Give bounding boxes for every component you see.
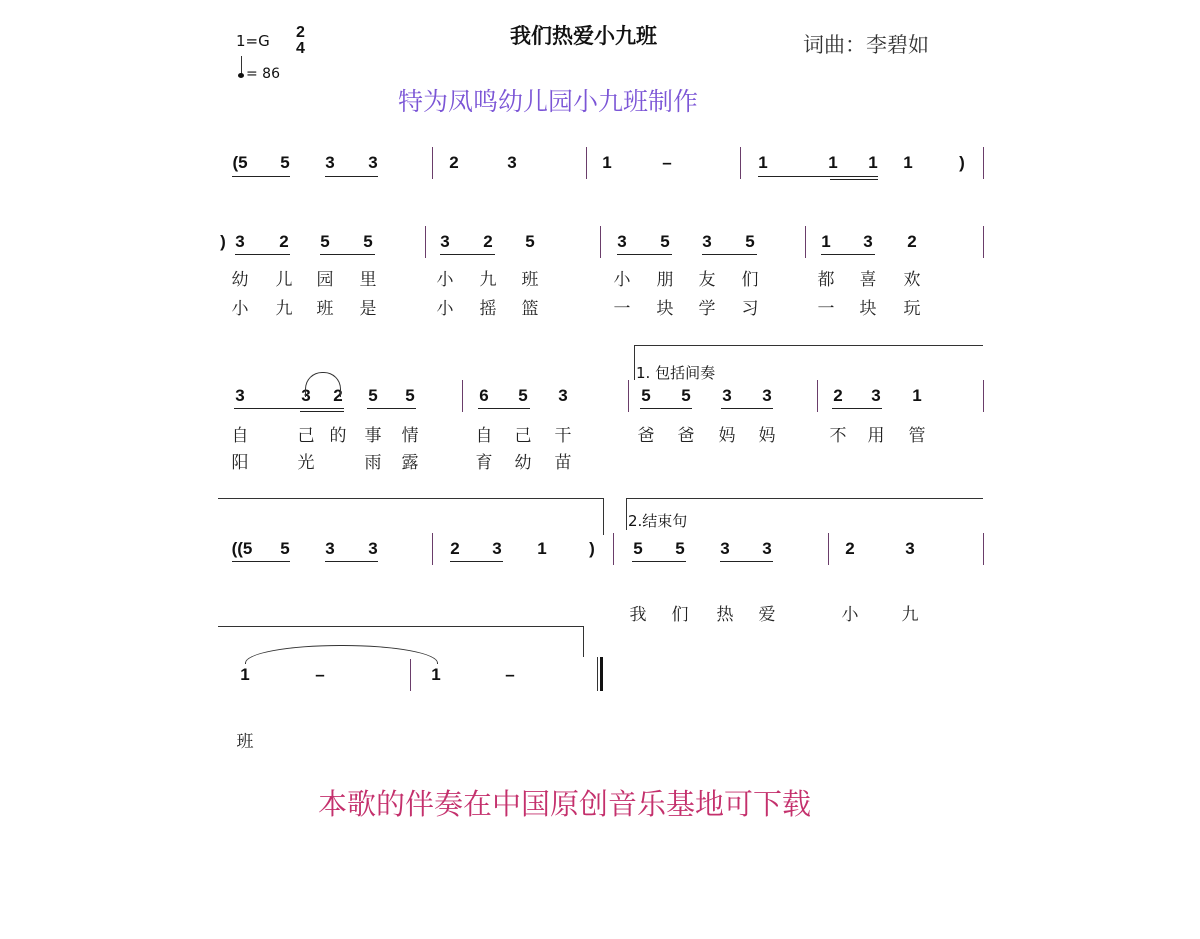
ending-bracket <box>218 626 583 627</box>
note: 1 <box>821 232 831 251</box>
lyric-verse-2: 篮 <box>521 299 539 319</box>
bar-line <box>432 147 433 179</box>
note: 3 <box>702 232 712 251</box>
lyric-verse-2: 小 <box>231 299 249 319</box>
lyric-verse-2: 幼 <box>514 453 532 473</box>
beam-underline <box>300 411 344 412</box>
note: 2 <box>483 232 493 251</box>
lyric-verse-1: 用 <box>867 426 885 446</box>
lyric-verse-2: 习 <box>741 299 759 319</box>
lyric-verse-2: 一 <box>613 299 631 319</box>
lyric-verse-2: 苗 <box>554 453 572 473</box>
note: 5 <box>675 539 685 558</box>
note: 1 <box>758 153 768 172</box>
note: 3 <box>871 386 881 405</box>
bar-line <box>740 147 741 179</box>
bar-line <box>600 226 601 258</box>
bar-line <box>586 147 587 179</box>
note: 3 <box>440 232 450 251</box>
note: 2 <box>333 386 343 405</box>
lyric-verse-2: 一 <box>817 299 835 319</box>
note: 3 <box>492 539 502 558</box>
time-signature-bottom: 4 <box>296 40 305 57</box>
beam-underline <box>325 561 378 562</box>
volta-label: 1. 包括间奏 <box>636 364 716 382</box>
composer: 词曲：李碧如 <box>803 33 929 57</box>
lyric-verse-1: 小 <box>436 270 454 290</box>
lyric-verse-2: 摇 <box>479 299 497 319</box>
note: ) <box>589 539 595 558</box>
beam-underline <box>367 408 416 409</box>
note: 1 <box>903 153 913 172</box>
lyric-verse-2: 光 <box>297 453 315 473</box>
note: 2 <box>833 386 843 405</box>
bar-line <box>983 226 984 258</box>
lyric-verse-1: 干 <box>554 426 572 446</box>
lyric-verse-1: 们 <box>671 605 689 625</box>
note: 5 <box>518 386 528 405</box>
lyric-verse-1: 爸 <box>677 426 695 446</box>
note: 2 <box>845 539 855 558</box>
lyric-verse-1: 妈 <box>718 426 736 446</box>
final-barline <box>600 657 603 691</box>
bar-line <box>462 380 463 412</box>
lyric-verse-2: 露 <box>401 453 419 473</box>
note: 5 <box>633 539 643 558</box>
volta-bracket <box>634 345 983 346</box>
lyric-verse-2: 小 <box>436 299 454 319</box>
lyric-verse-1: 己 <box>297 426 315 446</box>
final-barline <box>597 657 598 691</box>
dedication: 特为凤鸣幼儿园小九班制作 <box>398 87 699 116</box>
lyric-verse-1: 的 <box>329 426 347 446</box>
volta-bracket <box>626 498 983 499</box>
note: 1 <box>828 153 838 172</box>
note: 5 <box>405 386 415 405</box>
note: 3 <box>235 386 245 405</box>
lyric-verse-2: 是 <box>359 299 377 319</box>
note: 1 <box>537 539 547 558</box>
lyric-verse-2: 块 <box>656 299 674 319</box>
note: 5 <box>280 153 290 172</box>
note: 2 <box>907 232 917 251</box>
note: 3 <box>325 539 335 558</box>
bar-line <box>432 533 433 565</box>
note: – <box>315 665 325 684</box>
beam-underline <box>440 254 495 255</box>
bar-line <box>983 380 984 412</box>
beam-underline <box>632 561 686 562</box>
note: 3 <box>722 386 732 405</box>
quarter-note-head-icon <box>238 73 244 78</box>
note: 1 <box>912 386 922 405</box>
note: 2 <box>450 539 460 558</box>
note: 3 <box>235 232 245 251</box>
beam-underline <box>234 408 344 409</box>
note: 1 <box>868 153 878 172</box>
note: 1 <box>602 153 612 172</box>
lyric-verse-2: 玩 <box>903 299 921 319</box>
note: (5 <box>232 153 248 172</box>
note: – <box>662 153 672 172</box>
bar-line <box>628 380 629 412</box>
note: ((5 <box>231 539 253 558</box>
volta-bracket <box>634 345 635 380</box>
note: 3 <box>301 386 311 405</box>
lyric-verse-1: 里 <box>359 270 377 290</box>
lyric-verse-1: 九 <box>479 270 497 290</box>
footer-note: 本歌的伴奏在中国原创音乐基地可下载 <box>318 787 812 821</box>
beam-underline <box>232 176 290 177</box>
beam-underline <box>640 408 692 409</box>
note: 1 <box>240 665 250 684</box>
lyric-verse-1: 班 <box>521 270 539 290</box>
bar-line <box>983 533 984 565</box>
note: 3 <box>507 153 517 172</box>
note: 5 <box>681 386 691 405</box>
beam-underline <box>320 254 375 255</box>
beam-underline <box>721 408 773 409</box>
note: 5 <box>368 386 378 405</box>
note: – <box>505 665 515 684</box>
key-signature: 1=G <box>236 32 270 50</box>
lyric-verse-2: 阳 <box>231 453 249 473</box>
lyric-verse-1: 事 <box>364 426 382 446</box>
tie-icon <box>245 645 438 664</box>
volta-bracket <box>626 498 627 530</box>
bar-line <box>828 533 829 565</box>
note: 5 <box>641 386 651 405</box>
beam-underline <box>232 561 290 562</box>
lyric-verse-1: 友 <box>698 270 716 290</box>
note: 3 <box>325 153 335 172</box>
repeat-bar <box>983 147 984 177</box>
note: 3 <box>762 386 772 405</box>
beam-underline <box>720 561 773 562</box>
beam-underline <box>832 408 882 409</box>
lyric-verse-2: 班 <box>316 299 334 319</box>
lyric-verse-1: 们 <box>741 270 759 290</box>
note: ) <box>220 232 226 251</box>
tie-icon <box>305 372 341 397</box>
lyric-verse-1: 自 <box>231 426 249 446</box>
note: 3 <box>863 232 873 251</box>
beam-underline <box>758 176 878 177</box>
bar-line <box>817 380 818 412</box>
note: 3 <box>905 539 915 558</box>
tempo: = 86 <box>246 66 280 82</box>
beam-underline <box>325 176 378 177</box>
lyric-verse-1: 我 <box>629 605 647 625</box>
note: 3 <box>368 539 378 558</box>
note: 3 <box>720 539 730 558</box>
lyric-verse-1: 园 <box>316 270 334 290</box>
note: 5 <box>363 232 373 251</box>
lyric-verse-1: 妈 <box>758 426 776 446</box>
lyric-verse-1: 自 <box>475 426 493 446</box>
lyric-verse-1: 爱 <box>758 605 776 625</box>
ending-bracket <box>218 498 603 499</box>
ending-bracket <box>603 498 604 535</box>
lyric-verse-1: 小 <box>613 270 631 290</box>
beam-underline <box>821 254 875 255</box>
lyric-verse-2: 学 <box>698 299 716 319</box>
volta-label: 2.结束句 <box>628 512 688 530</box>
beam-underline <box>478 408 530 409</box>
ending-bracket <box>583 626 584 657</box>
lyric-verse-1: 幼 <box>231 270 249 290</box>
note: 5 <box>660 232 670 251</box>
lyric-verse-1: 喜 <box>859 270 877 290</box>
note: 5 <box>280 539 290 558</box>
lyric-verse-1: 朋 <box>656 270 674 290</box>
note: 5 <box>745 232 755 251</box>
lyric-verse-1: 九 <box>901 605 919 625</box>
lyric-verse-1: 不 <box>829 426 847 446</box>
note: 3 <box>368 153 378 172</box>
note: 3 <box>617 232 627 251</box>
lyric-verse-2: 育 <box>475 453 493 473</box>
lyric-verse-1: 爸 <box>637 426 655 446</box>
song-title: 我们热爱小九班 <box>510 24 657 48</box>
note: 5 <box>525 232 535 251</box>
bar-line <box>805 226 806 258</box>
lyric-verse-2: 九 <box>275 299 293 319</box>
note: 5 <box>320 232 330 251</box>
lyric-verse-2: 块 <box>859 299 877 319</box>
note: 3 <box>558 386 568 405</box>
note: 3 <box>762 539 772 558</box>
note: 6 <box>479 386 489 405</box>
beam-underline <box>702 254 757 255</box>
lyric-verse-1: 管 <box>908 426 926 446</box>
lyric-verse-1: 小 <box>841 605 859 625</box>
lyric-verse-2: 雨 <box>364 453 382 473</box>
beam-underline <box>235 254 290 255</box>
lyric-verse-1: 欢 <box>903 270 921 290</box>
note: ) <box>959 153 965 172</box>
time-signature-top: 2 <box>296 24 305 41</box>
lyric-verse-1: 儿 <box>275 270 293 290</box>
beam-underline <box>617 254 672 255</box>
bar-line <box>613 533 614 565</box>
beam-underline <box>450 561 503 562</box>
beam-underline <box>830 179 878 180</box>
lyric-verse-1: 情 <box>401 426 419 446</box>
bar-line <box>425 226 426 258</box>
note: 2 <box>279 232 289 251</box>
lyric-verse-1: 班 <box>236 732 254 752</box>
note: 1 <box>431 665 441 684</box>
note: 2 <box>449 153 459 172</box>
lyric-verse-1: 都 <box>817 270 835 290</box>
lyric-verse-1: 己 <box>514 426 532 446</box>
lyric-verse-1: 热 <box>716 605 734 625</box>
